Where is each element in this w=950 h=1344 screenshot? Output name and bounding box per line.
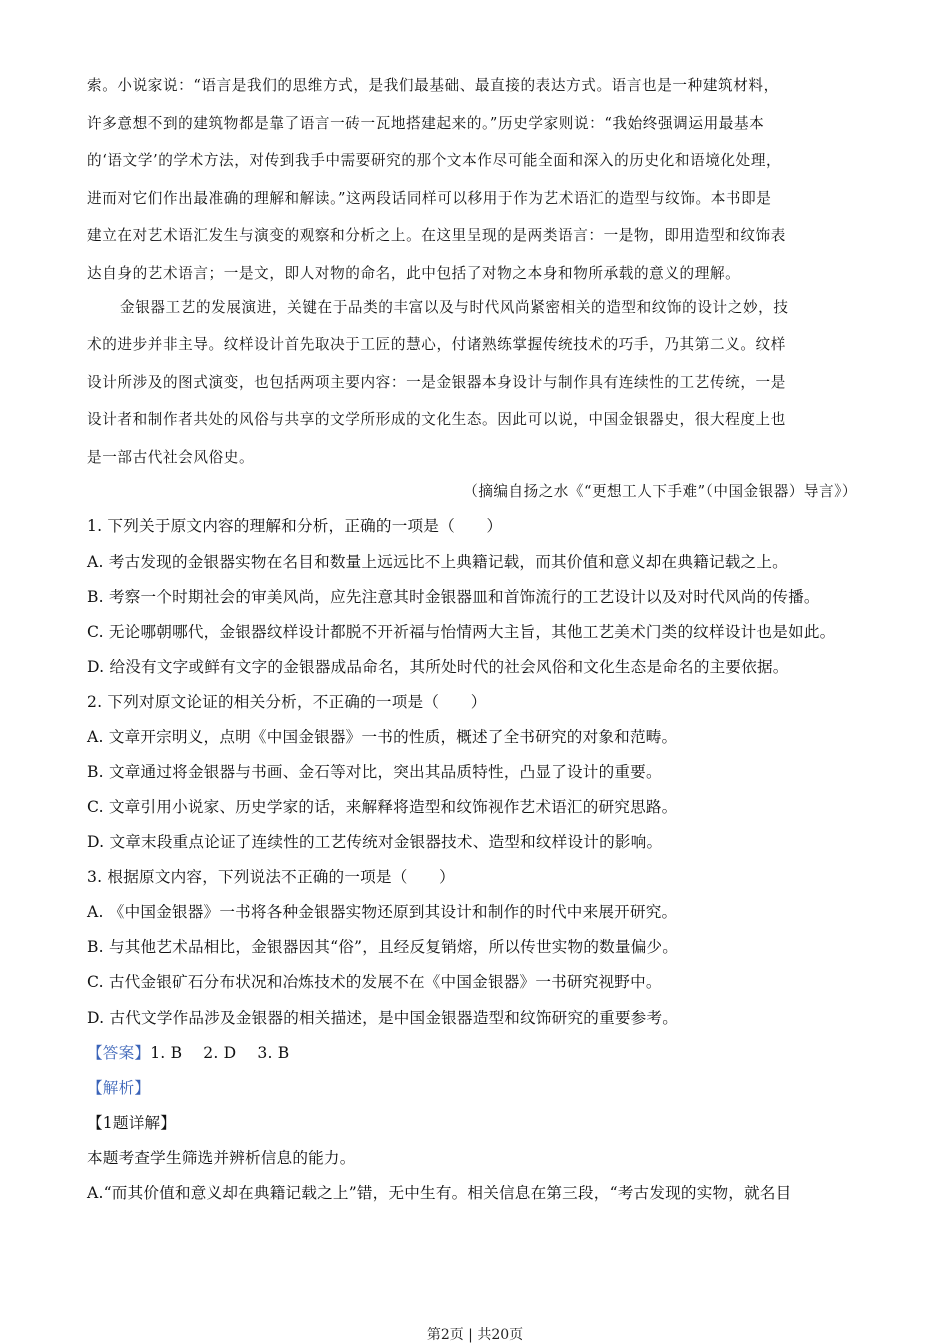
- analysis-subtitle: 【1题详解】: [87, 1114, 177, 1132]
- question-option: C. 古代金银矿石分布状况和冶炼技术的发展不在《中国金银器》一书研究视野中。: [87, 973, 662, 991]
- passage-line: 术的进步并非主导。纹样设计首先取决于工匠的慧心，付诸熟练掌握传统技术的巧手，乃其第二义。纹样: [87, 336, 786, 353]
- question-option: A. 考古发现的金银器实物在名目和数量上远远比不上典籍记载，而其价值和意义却在典籍记载之上。: [87, 553, 788, 571]
- passage-line: 的‘语文学’的学术方法，对传到我手中需要研究的那个文本作尽可能全面和深入的历史化和语境化处理，: [87, 152, 782, 169]
- passage-line: 设计者和制作者共处的风俗与共享的文学所形成的文化生态。因此可以说，中国金银器史，很大程度上也: [87, 411, 786, 428]
- question-stem: 1. 下列关于原文内容的理解和分析，正确的一项是（ ）: [87, 517, 503, 535]
- passage-line: 设计所涉及的图式演变，也包括两项主要内容：一是金银器本身设计与制作具有连续性的工艺传统，一是: [87, 374, 786, 391]
- answer-line: [87, 1043, 867, 1063]
- question-option: D. 给没有文字或鲜有文字的金银器成品命名，其所处时代的社会风俗和文化生态是命名的主要依据。: [87, 658, 789, 676]
- question-option: B. 与其他艺术品相比，金银器因其“俗”，且经反复销熔，所以传世实物的数量偏少。: [87, 938, 679, 956]
- question-option: A. 文章开宗明义，点明《中国金银器》一书的性质，概述了全书研究的对象和范畴。: [87, 728, 678, 746]
- passage-line: 许多意想不到的建筑物都是靠了语言一砖一瓦地搭建起来的。”历史学家则说：“我始终强调运用最基本: [87, 115, 765, 132]
- question-option: A. 《中国金银器》一书将各种金银器实物还原到其设计和制作的时代中来展开研究。: [87, 903, 678, 921]
- question-option: C. 文章引用小说家、历史学家的话，来解释将造型和纹饰视作艺术语汇的研究思路。: [87, 798, 678, 816]
- passage-line: 建立在对艺术语汇发生与演变的观察和分析之上。在这里呈现的是两类语言：一是物，即用造型和纹饰表: [87, 227, 786, 244]
- passage-line: 是一部古代社会风俗史。: [87, 449, 255, 466]
- answer-tag: 【答案】: [87, 1044, 151, 1062]
- page-footer: 第2页 | 共20页: [426, 1327, 524, 1343]
- analysis-line: A.“而其价值和意义却在典籍记载之上”错，无中生有。相关信息在第三段，“考古发现的实物，就名目: [87, 1184, 792, 1202]
- analysis-tag: 【解析】: [87, 1079, 151, 1097]
- passage-line: 金银器工艺的发展演进，关键在于品类的丰富以及与时代风尚紧密相关的造型和纹饰的设计之妙，技: [120, 299, 789, 316]
- passage-line: 进而对它们作出最准确的理解和解读。”这两段话同样可以移用于作为艺术语汇的造型与纹饰。本书即是: [87, 190, 772, 207]
- question-option: D. 古代文学作品涉及金银器的相关描述，是中国金银器造型和纹饰研究的重要参考。: [87, 1009, 679, 1027]
- question-option: D. 文章末段重点论证了连续性的工艺传统对金银器技术、造型和纹样设计的影响。: [87, 833, 663, 851]
- passage-line: 索。小说家说：“语言是我们的思维方式，是我们最基础、最直接的表达方式。语言也是一种建筑材料，: [87, 77, 779, 94]
- question-stem: 3. 根据原文内容，下列说法不正确的一项是（ ）: [87, 868, 455, 886]
- analysis-line: 本题考查学生筛选并辨析信息的能力。: [87, 1149, 356, 1167]
- passage-line: 达自身的艺术语言；一是文，即人对物的命名，此中包括了对物之本身和物所承载的意义的理解。: [87, 265, 741, 282]
- answer-text: 1. B 2. D 3. B: [150, 1044, 290, 1062]
- question-option: B. 文章通过将金银器与书画、金石等对比，突出其品质特性，凸显了设计的重要。: [87, 763, 662, 781]
- question-option: B. 考察一个时期社会的审美风尚，应先注意其时金银器皿和首饰流行的工艺设计以及对时代风尚的传播。: [87, 588, 820, 606]
- question-stem: 2. 下列对原文论证的相关分析，不正确的一项是（ ）: [87, 693, 487, 711]
- question-option: C. 无论哪朝哪代，金银器纹样设计都脱不开祈福与怡情两大主旨，其他工艺美术门类的纹样设计也是如此。: [87, 623, 836, 641]
- passage-source: （摘编自扬之水《“更想工人下手难”（中国金银器）导言》）: [463, 483, 857, 500]
